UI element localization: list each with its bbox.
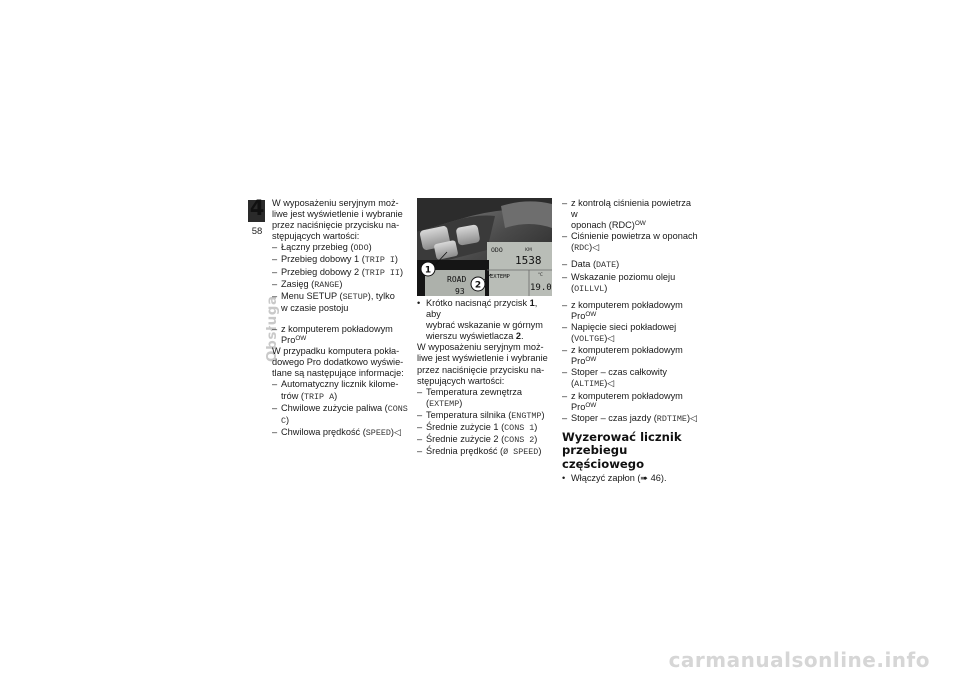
lcd-odo-label: ODO xyxy=(491,246,503,254)
column-3 xyxy=(562,198,700,484)
pro-intro-line: dowego Pro dodatkowo wyświe- xyxy=(272,357,404,368)
list-item-pro: – z komputerem pokładowym Pro$^{OW}$ xyxy=(272,324,408,346)
list-item-pro: – z komputerem pokładowym Pro$^{OW}$ xyxy=(562,345,700,367)
lcd-degree-label: °C xyxy=(538,272,543,277)
list-item: – Średnie zużycie 1 (CONS 1) xyxy=(417,422,552,434)
intro-line: liwe jest wyświetlenie i wybranie xyxy=(417,353,548,364)
lcd-odo-value: 1538 xyxy=(515,254,542,267)
intro-line: W wyposażeniu seryjnym moż- xyxy=(272,198,399,208)
intro-line: przez naciśnięcie przycisku na- xyxy=(272,220,400,231)
lcd-road-label: ROAD xyxy=(447,275,467,284)
list-item-ride-time: – Stoper – czas jazdy (RDTIME)◁ xyxy=(562,413,700,425)
list-item: – Średnie zużycie 2 (CONS 2) xyxy=(417,434,552,446)
watermark: carmanualsonline.info xyxy=(668,648,930,672)
lcd-temp-value: 19.0 xyxy=(530,283,552,293)
chapter-title: Obsługa xyxy=(264,295,280,362)
callout-2: 2 xyxy=(474,280,482,291)
list-item: – Średnia prędkość (Ø SPEED) xyxy=(417,446,552,458)
list-item: – Przebieg dobowy 1 (TRIP I) xyxy=(272,254,408,266)
lcd-road-value: 93 xyxy=(455,287,465,296)
list-item-rdc: – z kontrolą ciśnienia powietrza w oponach (RDC)$^{OW}$ xyxy=(562,198,700,231)
instruction-bullet: • Włączyć zapłon (➠ 46). xyxy=(562,473,700,484)
handlebar-display-photo xyxy=(417,198,552,296)
list-item-oil: – Wskazanie poziomu oleju (OILLVL) xyxy=(562,272,700,295)
list-item-cons-c: – Chwilowe zużycie paliwa (CONS C) xyxy=(272,403,408,427)
column-2 xyxy=(417,298,552,458)
intro-line: stępujących wartości: xyxy=(417,375,505,386)
lcd-km-label: KM xyxy=(525,248,532,253)
instruction-bullet: • Krótko nacisnąć przycisk 1, aby wybrać wskazanie w górnym wierszu wyświetlacza 2. xyxy=(417,298,552,342)
photo-illustration xyxy=(417,198,552,296)
callout-1: 1 xyxy=(424,265,432,276)
list-item-speed: – Chwilowa prędkość (SPEED)◁ xyxy=(272,427,408,439)
list-item-trip-a: – Automatyczny licznik kilome- trów (TRIP A) xyxy=(272,379,408,402)
pro-intro-line: tlane są następujące informacje: xyxy=(272,368,404,379)
list-item-extemp: – Temperatura zewnętrza (EXTEMP) xyxy=(417,387,552,410)
list-item: – Łączny przebieg (ODO) xyxy=(272,242,408,254)
list-item: – Przebieg dobowy 2 (TRIP II) xyxy=(272,267,408,279)
pro-intro-line: W przypadku komputera pokła- xyxy=(272,346,400,357)
intro-line: liwe jest wyświetlenie i wybranie xyxy=(272,209,403,220)
intro-line: W wyposażeniu seryjnym moż- xyxy=(417,342,544,353)
list-item-pro: – z komputerem pokładowym Pro$^{OW}$ xyxy=(562,391,700,413)
intro-line: stępujących wartości: xyxy=(272,231,360,242)
page-number: 58 xyxy=(251,226,263,237)
intro-line: przez naciśnięcie przycisku na- xyxy=(417,364,545,375)
list-item-voltage: – Napięcie sieci pokładowej (VOLTGE)◁ xyxy=(562,322,700,345)
list-item-date: – Data (DATE) xyxy=(562,259,700,271)
list-item-total-time: – Stoper – czas całkowity (ALTIME)◁ xyxy=(562,367,700,390)
column-1 xyxy=(272,198,408,439)
section-heading: Wyzerować licznik przebiegu częściowego xyxy=(562,429,682,471)
lcd-temp-label: EXTEMP xyxy=(490,274,510,280)
chapter-number: 4 xyxy=(249,196,265,220)
list-item-pressure: – Ciśnienie powietrza w oponach (RDC)◁ xyxy=(562,231,700,254)
list-item: – Zasięg (RANGE) xyxy=(272,279,408,291)
list-item-pro: – z komputerem pokładowym Pro$^{OW}$ xyxy=(562,300,700,322)
list-item-setup: – Menu SETUP (SETUP), tylko w czasie postoju xyxy=(272,291,408,314)
list-item: – Temperatura silnika (ENGTMP) xyxy=(417,410,552,422)
